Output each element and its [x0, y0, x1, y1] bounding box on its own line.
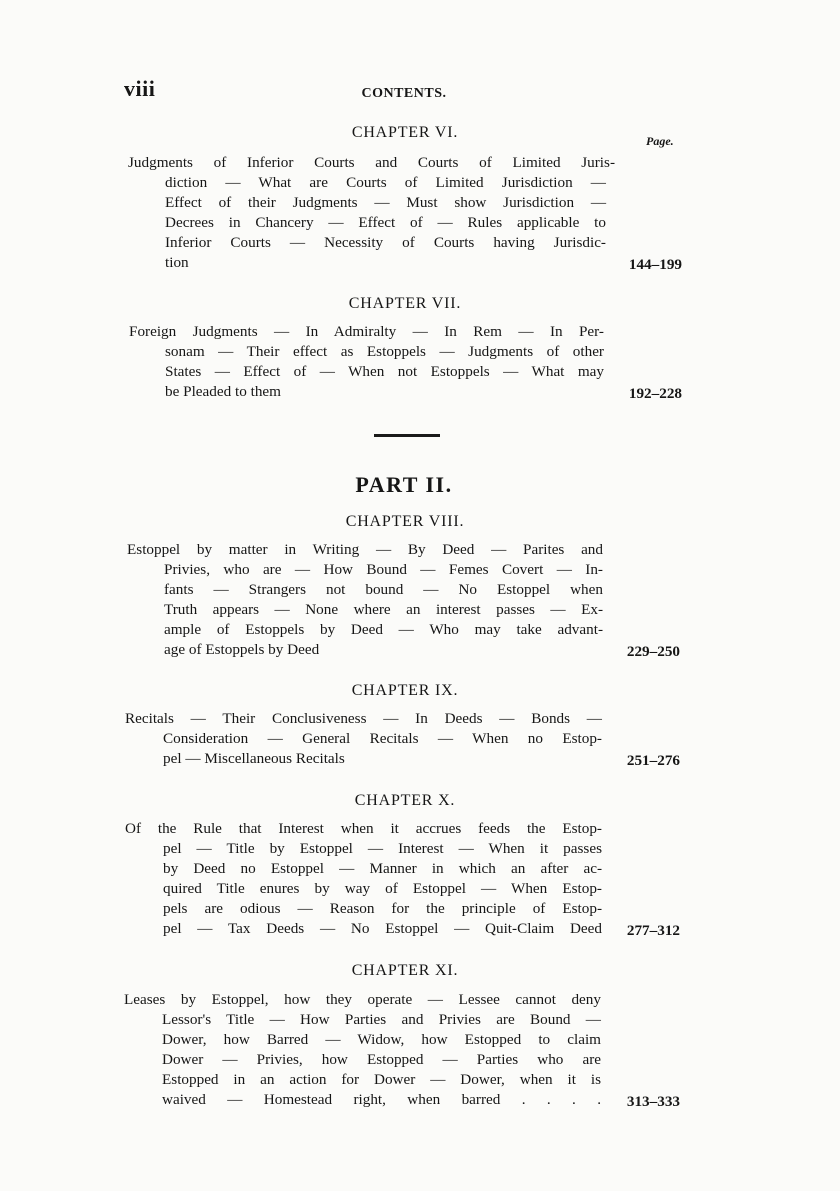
page-range: 192–228	[628, 385, 682, 402]
entry-line: States — Effect of — When not Estoppels — What may	[165, 363, 604, 380]
chapter-title: CHAPTER VII.	[348, 295, 462, 312]
part-title: PART II.	[355, 472, 453, 497]
entry-line: ample of Estoppels by Deed — Who may take advant-	[164, 621, 603, 638]
chapter-title: CHAPTER IX.	[351, 682, 459, 699]
chapter-title: CHAPTER X.	[354, 792, 456, 809]
entry-line: age of Estoppels by Deed	[164, 641, 320, 658]
entry-line: diction — What are Courts of Limited Jurisdiction —	[165, 174, 606, 191]
entry-line: Recitals — Their Conclusiveness — In Deeds — Bonds —	[125, 710, 602, 727]
entry-line: pel — Title by Estoppel — Interest — When it passes	[163, 840, 602, 857]
entry-line: Of the Rule that Interest when it accrues feeds the Estop-	[125, 820, 602, 837]
entry-line: Decrees in Chancery — Effect of — Rules applicable to	[165, 214, 606, 231]
entry-line: by Deed no Estoppel — Manner in which an after ac-	[163, 860, 602, 877]
entry-line: tion	[165, 254, 189, 271]
entry-line: waived — Homestead right, when barred . . . .	[162, 1091, 601, 1108]
running-head: CONTENTS.	[361, 86, 447, 101]
entry-line: Privies, who are — How Bound — Femes Covert — In-	[164, 561, 603, 578]
entry-line: fants — Strangers not bound — No Estoppel when	[164, 581, 603, 598]
entry-line: Dower, how Barred — Widow, how Estopped to claim	[162, 1031, 601, 1048]
page-column-label: Page.	[646, 134, 674, 148]
page-range: 144–199	[628, 256, 682, 273]
entry-line: Consideration — General Recitals — When no Estop-	[163, 730, 602, 747]
entry-line: quired Title enures by way of Estoppel — When Estop-	[163, 880, 602, 897]
page-range: 251–276	[626, 752, 680, 769]
entry-line: Leases by Estoppel, how they operate — Lessee cannot deny	[124, 991, 601, 1008]
entry-line: Dower — Privies, how Estopped — Parties who are	[162, 1051, 601, 1068]
page-range: 313–333	[626, 1093, 680, 1110]
chapter-title: CHAPTER VIII.	[345, 513, 465, 530]
section-divider	[374, 434, 440, 437]
entry-line: Judgments of Inferior Courts and Courts of Limited Juris-	[128, 154, 615, 171]
entry-line: Lessor's Title — How Parties and Privies are Bound —	[162, 1011, 601, 1028]
entry-line: Truth appears — None where an interest passes — Ex-	[164, 601, 603, 618]
chapter-title: CHAPTER VI.	[351, 124, 459, 141]
page-number: viii	[124, 76, 156, 101]
chapter-title: CHAPTER XI.	[351, 962, 459, 979]
entry-line: be Pleaded to them	[165, 383, 281, 400]
entry-line: sonam — Their effect as Estoppels — Judgments of other	[165, 343, 604, 360]
page-range: 277–312	[626, 922, 680, 939]
entry-line: Estopped in an action for Dower — Dower, when it is	[162, 1071, 601, 1088]
entry-line: pel — Miscellaneous Recitals	[163, 750, 345, 767]
entry-line: Effect of their Judgments — Must show Jurisdiction —	[165, 194, 606, 211]
entry-line: pels are odious — Reason for the principle of Estop-	[163, 900, 602, 917]
entry-line: pel — Tax Deeds — No Estoppel — Quit-Claim Deed	[163, 920, 602, 937]
entry-line: Estoppel by matter in Writing — By Deed — Parites and	[127, 541, 603, 558]
entry-line: Inferior Courts — Necessity of Courts having Jurisdic-	[165, 234, 606, 251]
page-range: 229–250	[626, 643, 680, 660]
entry-line: Foreign Judgments — In Admiralty — In Rem — In Per-	[129, 323, 604, 340]
